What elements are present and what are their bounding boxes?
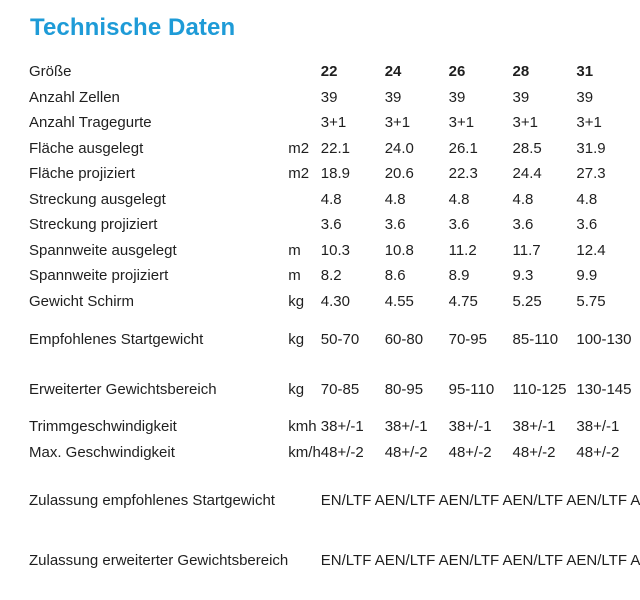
cell-value: 8.2 — [320, 267, 342, 285]
cell-value: EN/LTF A — [512, 551, 577, 569]
cell-value: 3.6 — [512, 216, 534, 234]
row-label: Anzahl Zellen — [29, 88, 120, 106]
specs-table — [29, 59, 640, 585]
cell-value: 38+/-1 — [448, 418, 492, 436]
row-label: Empfohlenes Startgewicht — [29, 330, 204, 348]
table-row — [29, 161, 640, 187]
cell-value: 22.3 — [448, 165, 478, 183]
cell-value: 100-130 — [576, 330, 632, 348]
table-row — [29, 136, 640, 162]
cell-value: 12.4 — [576, 241, 606, 259]
cell-value: 3+1 — [320, 114, 347, 132]
cell-value: 50-70 — [320, 330, 360, 348]
cell-value: 3+1 — [512, 114, 538, 132]
cell-value: 9.9 — [576, 267, 598, 285]
table-row — [29, 85, 640, 111]
cell-value: 39 — [576, 88, 594, 106]
cell-value: 3.6 — [576, 216, 598, 234]
row-label: Trimmgeschwindigkeit — [29, 418, 177, 436]
table-row — [29, 364, 640, 414]
cell-value: 48+/-2 — [512, 443, 556, 461]
cell-value: EN/LTF A — [448, 551, 513, 569]
row-unit: m — [288, 241, 301, 259]
size-header: 31 — [576, 63, 594, 81]
cell-value: 48+/-2 — [320, 443, 364, 461]
table-row — [29, 263, 640, 289]
table-row — [29, 110, 640, 136]
cell-value: 24.4 — [512, 165, 542, 183]
cell-value: 11.2 — [448, 241, 477, 259]
row-label: Spannweite ausgelegt — [29, 241, 177, 259]
cell-value: 4.8 — [512, 190, 534, 208]
cell-value: 8.6 — [384, 267, 406, 285]
row-unit — [288, 85, 321, 111]
cell-value: 60-80 — [384, 330, 424, 348]
cell-value: 3.6 — [448, 216, 470, 234]
cell-value: EN/LTF A — [320, 491, 385, 509]
row-unit — [288, 187, 321, 213]
cell-value: 95-110 — [448, 380, 495, 398]
cell-value: 3+1 — [576, 114, 602, 132]
cell-value: 4.8 — [576, 190, 598, 208]
row-label: Größe — [29, 63, 72, 81]
cell-value: EN/LTF A — [448, 491, 513, 509]
cell-value: 4.75 — [448, 292, 478, 310]
table-row — [29, 440, 640, 466]
cell-value: 4.55 — [384, 292, 414, 310]
cell-value: 4.8 — [448, 190, 470, 208]
row-label: Anzahl Tragegurte — [29, 114, 152, 132]
cell-value: 85-110 — [512, 330, 559, 348]
row-label: Fläche ausgelegt — [29, 139, 144, 157]
cell-value: 26.1 — [448, 139, 478, 157]
cell-value: 5.75 — [576, 292, 606, 310]
row-label: Erweiterter Gewichtsbereich — [29, 380, 217, 398]
table-row — [29, 535, 640, 585]
cell-value: 4.8 — [384, 190, 406, 208]
cell-value: EN/LTF A — [576, 491, 640, 509]
row-unit: m2 — [288, 139, 310, 157]
table-row — [29, 465, 640, 535]
cell-value: 110-125 — [512, 380, 567, 398]
cell-value: 22.1 — [320, 139, 350, 157]
size-header: 28 — [512, 63, 530, 81]
row-unit — [288, 465, 321, 535]
row-unit — [288, 59, 321, 85]
row-label: Spannweite projiziert — [29, 267, 169, 285]
cell-value: 20.6 — [384, 165, 414, 183]
row-unit: kg — [288, 380, 305, 398]
cell-value: 31.9 — [576, 139, 606, 157]
cell-value: 3+1 — [384, 114, 411, 132]
table-row — [29, 187, 640, 213]
cell-value: 10.8 — [384, 241, 414, 259]
cell-value: 38+/-1 — [512, 418, 556, 436]
row-label: Streckung ausgelegt — [29, 190, 166, 208]
cell-value: 11.7 — [512, 241, 541, 259]
cell-value: 3+1 — [448, 114, 475, 132]
row-label: Max. Geschwindigkeit — [29, 443, 175, 461]
cell-value: 39 — [448, 88, 466, 106]
cell-value: 38+/-1 — [384, 418, 428, 436]
cell-value: 48+/-2 — [576, 443, 620, 461]
cell-value: 39 — [320, 88, 338, 106]
table-row — [29, 314, 640, 364]
cell-value: 39 — [512, 88, 530, 106]
row-unit: km/h — [288, 443, 321, 461]
row-unit — [288, 535, 321, 585]
row-label: Streckung projiziert — [29, 216, 158, 234]
row-unit: m2 — [288, 165, 310, 183]
cell-value: 24.0 — [384, 139, 414, 157]
cell-value: 70-85 — [320, 380, 360, 398]
row-unit: kg — [288, 292, 305, 310]
size-header: 22 — [320, 63, 338, 81]
row-unit: kmh — [288, 418, 317, 436]
table-row — [29, 414, 640, 440]
cell-value: 3.6 — [320, 216, 342, 234]
cell-value: 27.3 — [576, 165, 606, 183]
section-title: Technische Daten — [30, 14, 236, 41]
row-label: Fläche projiziert — [29, 165, 135, 183]
cell-value: 8.9 — [448, 267, 470, 285]
row-label: Gewicht Schirm — [29, 292, 135, 310]
cell-value: 70-95 — [448, 330, 487, 348]
cell-value: EN/LTF A — [576, 551, 640, 569]
row-unit — [288, 110, 321, 136]
row-label: Zulassung erweiterter Gewichtsbereich — [29, 551, 289, 569]
cell-value: 80-95 — [384, 380, 424, 398]
size-header: 26 — [448, 63, 466, 81]
cell-value: EN/LTF A — [512, 491, 577, 509]
row-unit: m — [288, 267, 301, 285]
row-unit: kg — [288, 330, 305, 348]
cell-value: 48+/-2 — [448, 443, 492, 461]
cell-value: 18.9 — [320, 165, 350, 183]
row-label: Zulassung empfohlenes Startgewicht — [29, 491, 275, 509]
cell-value: EN/LTF A — [384, 491, 449, 509]
table-row — [29, 212, 640, 238]
cell-value: 130-145 — [576, 380, 632, 398]
cell-value: EN/LTF A — [384, 551, 449, 569]
size-header: 24 — [384, 63, 402, 81]
row-unit — [288, 212, 321, 238]
cell-value: 28.5 — [512, 139, 542, 157]
table-row — [29, 289, 640, 315]
cell-value: 39 — [384, 88, 402, 106]
cell-value: 48+/-2 — [384, 443, 428, 461]
cell-value: 5.25 — [512, 292, 542, 310]
table-header-row — [29, 59, 640, 85]
cell-value: 10.3 — [320, 241, 350, 259]
cell-value: 3.6 — [384, 216, 406, 234]
cell-value: EN/LTF A — [320, 551, 385, 569]
cell-value: 38+/-1 — [320, 418, 364, 436]
cell-value: 4.8 — [320, 190, 342, 208]
cell-value: 38+/-1 — [576, 418, 620, 436]
table-row — [29, 238, 640, 264]
cell-value: 4.30 — [320, 292, 350, 310]
cell-value: 9.3 — [512, 267, 534, 285]
